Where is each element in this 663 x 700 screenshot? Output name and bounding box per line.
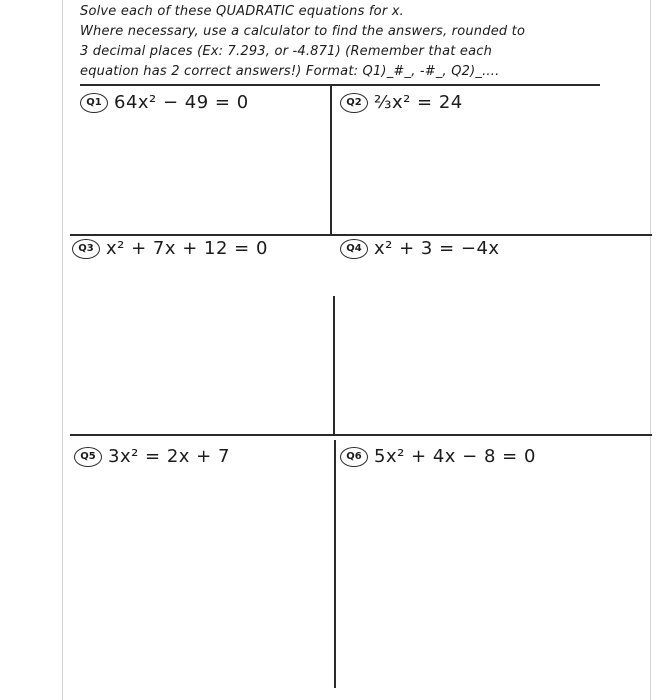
instruction-line-1: Solve each of these QUADRATIC equations for x. [80,4,404,19]
question-6-equation: 5x² + 4x − 8 = 0 [374,446,536,467]
column-divider-row-1 [330,86,332,236]
question-4 [340,238,500,259]
question-3 [72,238,268,259]
column-divider-row-3 [334,440,336,688]
page-right-edge [650,0,651,700]
instruction-line-4: equation has 2 correct answers!) Format: Q1)_#_, -#_, Q2)_.... [80,64,500,79]
question-5-equation: 3x² = 2x + 7 [108,446,230,467]
question-1-badge: Q1 [80,93,108,113]
question-5-badge: Q5 [74,447,102,467]
instruction-line-3: 3 decimal places (Ex: 7.293, or -4.871) (Remember that each [80,44,493,59]
row-divider-2 [70,434,652,436]
question-6 [340,446,536,467]
question-1-equation: 64x² − 49 = 0 [114,92,249,113]
instruction-line-2: Where necessary, use a calculator to find the answers, rounded to [80,24,526,39]
header-divider [80,84,600,86]
question-2-badge: Q2 [340,93,368,113]
question-6-badge: Q6 [340,447,368,467]
page-left-edge [62,0,63,700]
question-5 [74,446,230,467]
question-4-badge: Q4 [340,239,368,259]
column-divider-row-2 [333,296,335,434]
question-1 [80,92,249,113]
question-2-equation: ⅔x² = 24 [374,92,463,113]
row-divider-1 [70,234,652,236]
question-4-equation: x² + 3 = −4x [374,238,500,259]
question-3-badge: Q3 [72,239,100,259]
question-2 [340,92,463,113]
question-3-equation: x² + 7x + 12 = 0 [106,238,268,259]
